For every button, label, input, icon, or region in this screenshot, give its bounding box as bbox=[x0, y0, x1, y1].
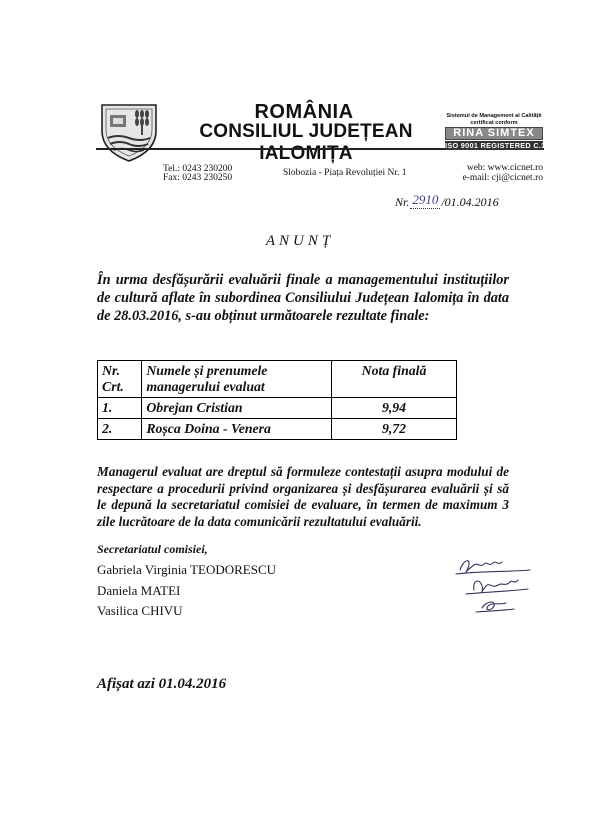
results-table bbox=[97, 360, 457, 440]
fax: Fax: 0243 230250 bbox=[163, 173, 233, 183]
handwritten-reference-number: 2910 bbox=[412, 192, 439, 207]
address: Slobozia - Piața Revoluției Nr. 1 bbox=[283, 168, 407, 178]
row-nr: 1. bbox=[98, 398, 142, 419]
reference-date: /01.04.2016 bbox=[441, 195, 499, 209]
handwritten-signatures bbox=[452, 556, 552, 618]
ialomita-county-crest-icon bbox=[96, 101, 162, 163]
certification-registration: ISO 9001 REGISTERED C.3449.1 bbox=[445, 141, 566, 150]
header-nr: Nr. Crt. bbox=[98, 361, 142, 398]
secretariat-label: Secretariatul comisiei, bbox=[97, 542, 208, 556]
secretariat-member: Gabriela Virginia TEODORESCU bbox=[97, 562, 277, 577]
certification-badge bbox=[445, 113, 566, 153]
email: e-mail: cji@cicnet.ro bbox=[462, 173, 543, 183]
certification-brand: RINA SIMTEX bbox=[445, 127, 543, 140]
certification-line-1: Sistemul de Management al Calității bbox=[446, 113, 542, 119]
header-name: Numele și prenumele managerului evaluat bbox=[142, 361, 332, 398]
row-nr: 2. bbox=[98, 419, 142, 440]
table-row bbox=[98, 419, 457, 440]
secretariat-member: Daniela MATEI bbox=[97, 583, 181, 598]
website: web: www.cicnet.ro bbox=[466, 163, 543, 173]
row-name: Roșca Doina - Venera bbox=[142, 419, 332, 440]
table-header-row bbox=[98, 361, 457, 398]
intro-paragraph: În urma desfășurării evaluării finale a managementului instituțiilor de cultură aflate în subordinea Consiliului Județean Ialomița în data de 28.03.2016, s-au obținut următoarele rezultate finale: bbox=[97, 272, 509, 324]
appeal-rights-paragraph: Managerul evaluat are dreptul să formuleze contestații asupra modului de respectare a procedurii privind organizarea și desfășurarea evaluării și să le depună la secretariatul comisiei de evaluare, în termen de maximum 3 zile lucrătoare de la data comunicării rezultatului evaluării. bbox=[97, 464, 509, 529]
row-name: Obrejan Cristian bbox=[142, 398, 332, 419]
row-score: 9,72 bbox=[332, 419, 457, 440]
table-row bbox=[98, 398, 457, 419]
secretariat-member: Vasilica CHIVU bbox=[97, 603, 183, 618]
telephone: Tel.: 0243 230200 bbox=[163, 164, 233, 174]
row-score: 9,94 bbox=[332, 398, 457, 419]
reference-prefix: Nr. bbox=[395, 195, 410, 209]
document-title: ANUNȚ bbox=[265, 233, 335, 249]
institution-heading: CONSILIUL JUDEȚEAN IALOMIȚA bbox=[199, 121, 413, 164]
reference-number bbox=[395, 194, 499, 211]
country-heading: ROMÂNIA bbox=[254, 101, 354, 123]
header-score: Nota finală bbox=[332, 361, 457, 398]
certification-line-2: certificat conform bbox=[470, 119, 518, 126]
posting-date: Afișat azi 01.04.2016 bbox=[97, 676, 227, 692]
